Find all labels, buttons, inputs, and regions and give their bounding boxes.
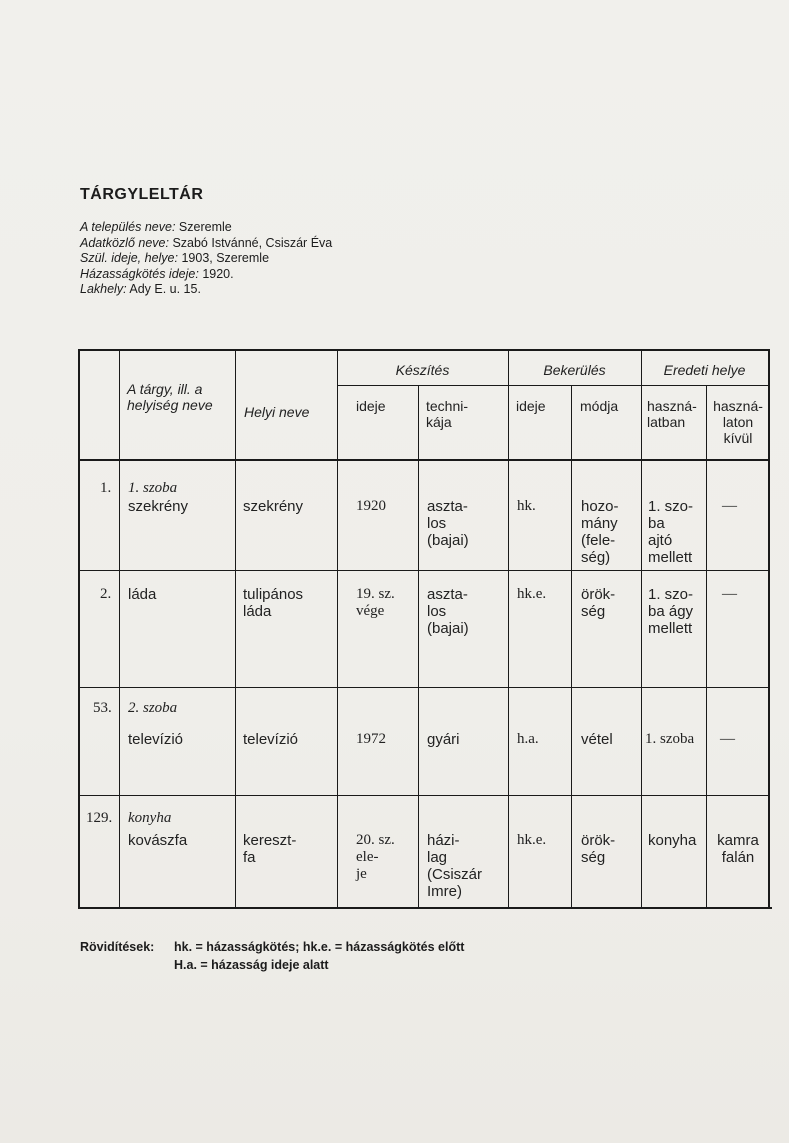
meta-value: Szeremle: [178, 220, 232, 234]
place-in-use: 1. szoba: [645, 731, 695, 747]
abbreviation-def: hk. = házasságkötés; hk.e. = házasságkötés előtt: [174, 940, 465, 954]
table-rule-row: [78, 795, 770, 796]
meta-label: Lakhely:: [80, 282, 127, 296]
abbreviations-note: [80, 938, 464, 974]
technique: házi- lag (Csiszár Imre): [427, 832, 482, 900]
made-when: 1920: [356, 498, 386, 514]
technique: aszta- los (bajai): [427, 586, 469, 637]
col-header-local-name: Helyi neve: [244, 404, 310, 420]
table-col-line: [119, 349, 120, 909]
marriage-row: [80, 267, 332, 283]
place-out-of-use: —: [722, 586, 737, 602]
table-col-line: [706, 385, 707, 909]
local-name: tulipános láda: [243, 586, 304, 620]
meta-label: Szül. ideje, helye:: [80, 251, 178, 265]
object-name: láda: [128, 586, 157, 603]
place-out-of-use: kamra falán: [717, 832, 759, 866]
room-label: 1. szoba: [128, 480, 178, 496]
room-label: konyha: [128, 810, 172, 826]
made-when: 20. sz. ele- je: [356, 832, 395, 882]
acquired-how: hozo- mány (fele- ség): [581, 498, 619, 566]
meta-label: A település neve:: [80, 220, 176, 234]
acquired-when: hk.e.: [517, 586, 547, 602]
acquired-when: hk.: [517, 498, 536, 514]
table-col-line: [418, 385, 419, 909]
subheader-acq-how: módja: [580, 398, 619, 414]
row-number: 1.: [100, 480, 112, 496]
meta-value: Ady E. u. 15.: [129, 282, 201, 296]
acquired-how: örök- ség: [581, 586, 616, 620]
table-col-line: [641, 349, 642, 909]
place-in-use: 1. szo- ba ágy mellett: [648, 586, 694, 637]
place-in-use: 1. szo- ba ajtó mellett: [648, 498, 694, 566]
meta-label: Adatközlő neve:: [80, 235, 169, 250]
table-col-line: [78, 349, 80, 909]
object-name: kovászfa: [128, 832, 188, 849]
table-col-line: [571, 385, 572, 909]
subheader-out-of-use: haszná- laton kívül: [713, 398, 763, 446]
acquired-when: hk.e.: [517, 832, 547, 848]
table-rule-row: [78, 687, 770, 688]
abbreviation-def: H.a. = házasság ideje alatt: [174, 958, 329, 972]
place-out-of-use: —: [722, 498, 737, 514]
row-number: 2.: [100, 586, 112, 602]
subheader-technique: techni- kája: [426, 398, 469, 430]
meta-label: Házasságkötés ideje:: [80, 266, 199, 281]
table-rule-header-bottom: [78, 459, 770, 461]
table-rule-top: [78, 349, 770, 351]
abbreviations-line: [80, 938, 464, 956]
table-rule-bottom: [78, 907, 772, 909]
place-in-use: konyha: [648, 832, 697, 849]
col-header-object: A tárgy, ill. a helyiség neve: [127, 381, 213, 413]
acquired-how: örök- ség: [581, 832, 616, 866]
room-label: 2. szoba: [128, 700, 178, 716]
abbreviations-label: Rövidítések:: [80, 940, 155, 954]
informant-row: [80, 236, 332, 252]
local-name: szekrény: [243, 498, 304, 515]
page-title: TÁRGYLELTÁR: [80, 186, 204, 203]
local-name: kereszt- fa: [243, 832, 297, 866]
object-name: televízió: [128, 731, 184, 748]
table-rule-row: [78, 570, 770, 571]
table-col-line: [235, 349, 236, 909]
group-header-original-place: Eredeti helye: [663, 362, 746, 378]
settlement-row: [80, 220, 332, 236]
row-number: 129.: [86, 810, 113, 826]
table-col-line: [768, 349, 770, 909]
subheader-in-use: haszná- latban: [647, 398, 697, 430]
local-name: televízió: [243, 731, 299, 748]
birth-row: [80, 251, 332, 267]
residence-row: [80, 282, 332, 298]
group-header-acquisition: Bekerülés: [543, 362, 606, 378]
place-out-of-use: —: [720, 731, 735, 747]
subheader-made-when: ideje: [356, 398, 386, 414]
meta-value: 1920.: [202, 266, 234, 281]
technique: aszta- los (bajai): [427, 498, 469, 549]
meta-value: Szabó Istvánné, Csiszár Éva: [172, 235, 333, 250]
made-when: 19. sz. vége: [356, 586, 395, 619]
subheader-acq-when: ideje: [516, 398, 546, 414]
made-when: 1972: [356, 731, 386, 747]
group-header-making: Készítés: [395, 362, 450, 378]
table-col-line: [337, 349, 338, 909]
technique: gyári: [427, 731, 460, 748]
acquired-how: vétel: [581, 731, 613, 748]
row-number: 53.: [93, 700, 112, 716]
acquired-when: h.a.: [517, 731, 539, 747]
object-name: szekrény: [128, 498, 189, 515]
abbreviations-line: [80, 956, 464, 974]
meta-value: 1903, Szeremle: [181, 251, 270, 265]
table-col-line: [508, 349, 509, 909]
informant-info: [80, 220, 332, 298]
